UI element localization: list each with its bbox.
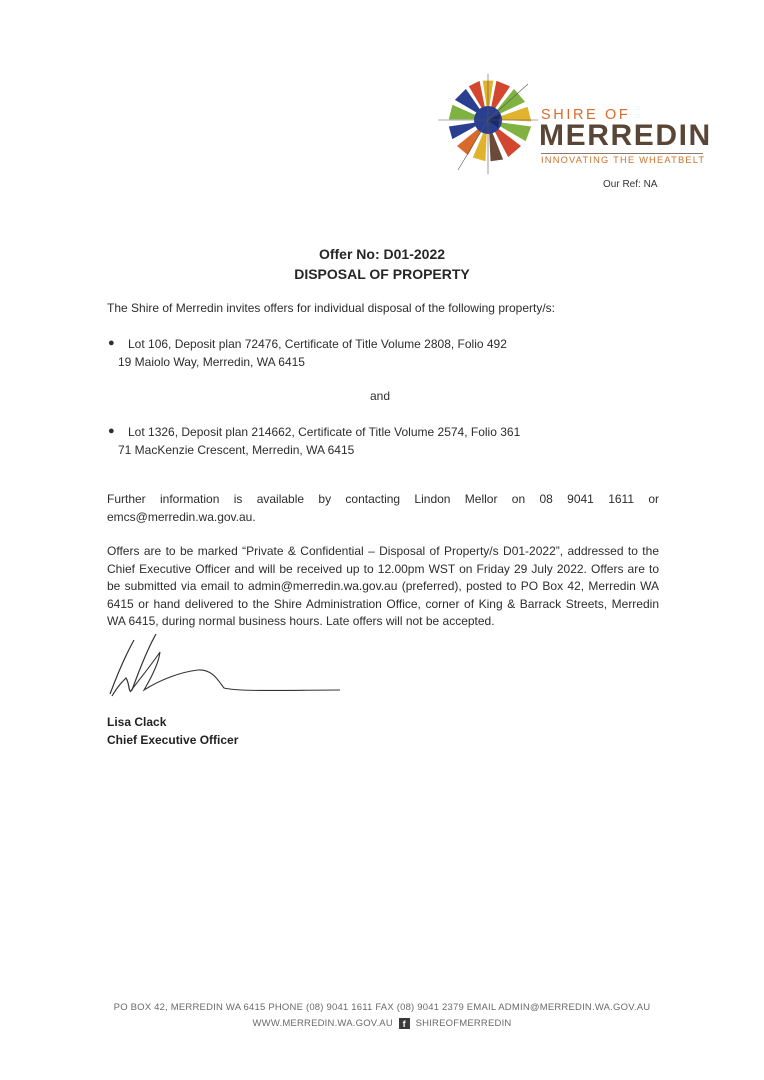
offer-number-title: Offer No: D01-2022 xyxy=(318,246,446,262)
signatory-name: Lisa Clack xyxy=(107,715,167,729)
facebook-icon: f xyxy=(399,1018,410,1029)
brand-divider xyxy=(541,153,703,154)
brand-shire-label: SHIRE OF xyxy=(541,107,631,123)
our-reference: Our Ref: NA xyxy=(603,179,658,190)
brand-tagline: INNOVATING THE WHEATBELT xyxy=(541,155,706,165)
further-info-paragraph: Further information is available by contacting Lindon Mellor on 08 9041 1611 or emcs@merredin.wa.gov.au. xyxy=(107,492,659,524)
footer-contact: PO BOX 42, MERREDIN WA 6415 PHONE (08) 9041 1611 FAX (08) 9041 2379 EMAIL ADMIN@MERREDIN.WA.GOV.AU xyxy=(113,1002,651,1013)
property-2-title: Lot 1326, Deposit plan 214662, Certificate of Title Volume 2574, Folio 361 xyxy=(128,425,521,439)
signatory-position: Chief Executive Officer xyxy=(107,733,239,747)
bullet-icon: ● xyxy=(108,425,115,437)
document-heading: DISPOSAL OF PROPERTY xyxy=(294,266,470,282)
footer-web-social xyxy=(0,1018,764,1029)
footer-website-link[interactable]: WWW.MERREDIN.WA.GOV.AU xyxy=(252,1018,393,1029)
property-1-address: 19 Maiolo Way, Merredin, WA 6415 xyxy=(118,355,305,369)
property-1-title: Lot 106, Deposit plan 72476, Certificate of Title Volume 2808, Folio 492 xyxy=(128,337,507,351)
signature-image xyxy=(100,628,345,708)
and-separator: and xyxy=(370,389,391,403)
footer-social-link[interactable]: SHIREOFMERREDIN xyxy=(415,1018,512,1029)
bullet-icon: ● xyxy=(108,337,115,349)
property-2-address: 71 MacKenzie Crescent, Merredin, WA 6415 xyxy=(118,443,355,457)
brand-name: MERREDIN xyxy=(539,119,712,152)
offers-paragraph: Offers are to be marked “Private & Confidential – Disposal of Property/s D01-2022”, addressed to the Chief Executive Officer and will be received up to 12.00pm WST on Friday 29 July 2022. Offers are to be submitted via email to admin@merredin.wa.gov.au (preferred), posted to PO Box 42, Merredin WA 6415 or hand delivered to the Shire Administration Office, corner of King & Barrack Streets, Merredin WA 6415, during normal business hours. Late offers will not be accepted. xyxy=(107,544,659,628)
shire-logo-icon xyxy=(438,74,538,174)
intro-paragraph: The Shire of Merredin invites offers for individual disposal of the following property/s: xyxy=(107,301,556,315)
